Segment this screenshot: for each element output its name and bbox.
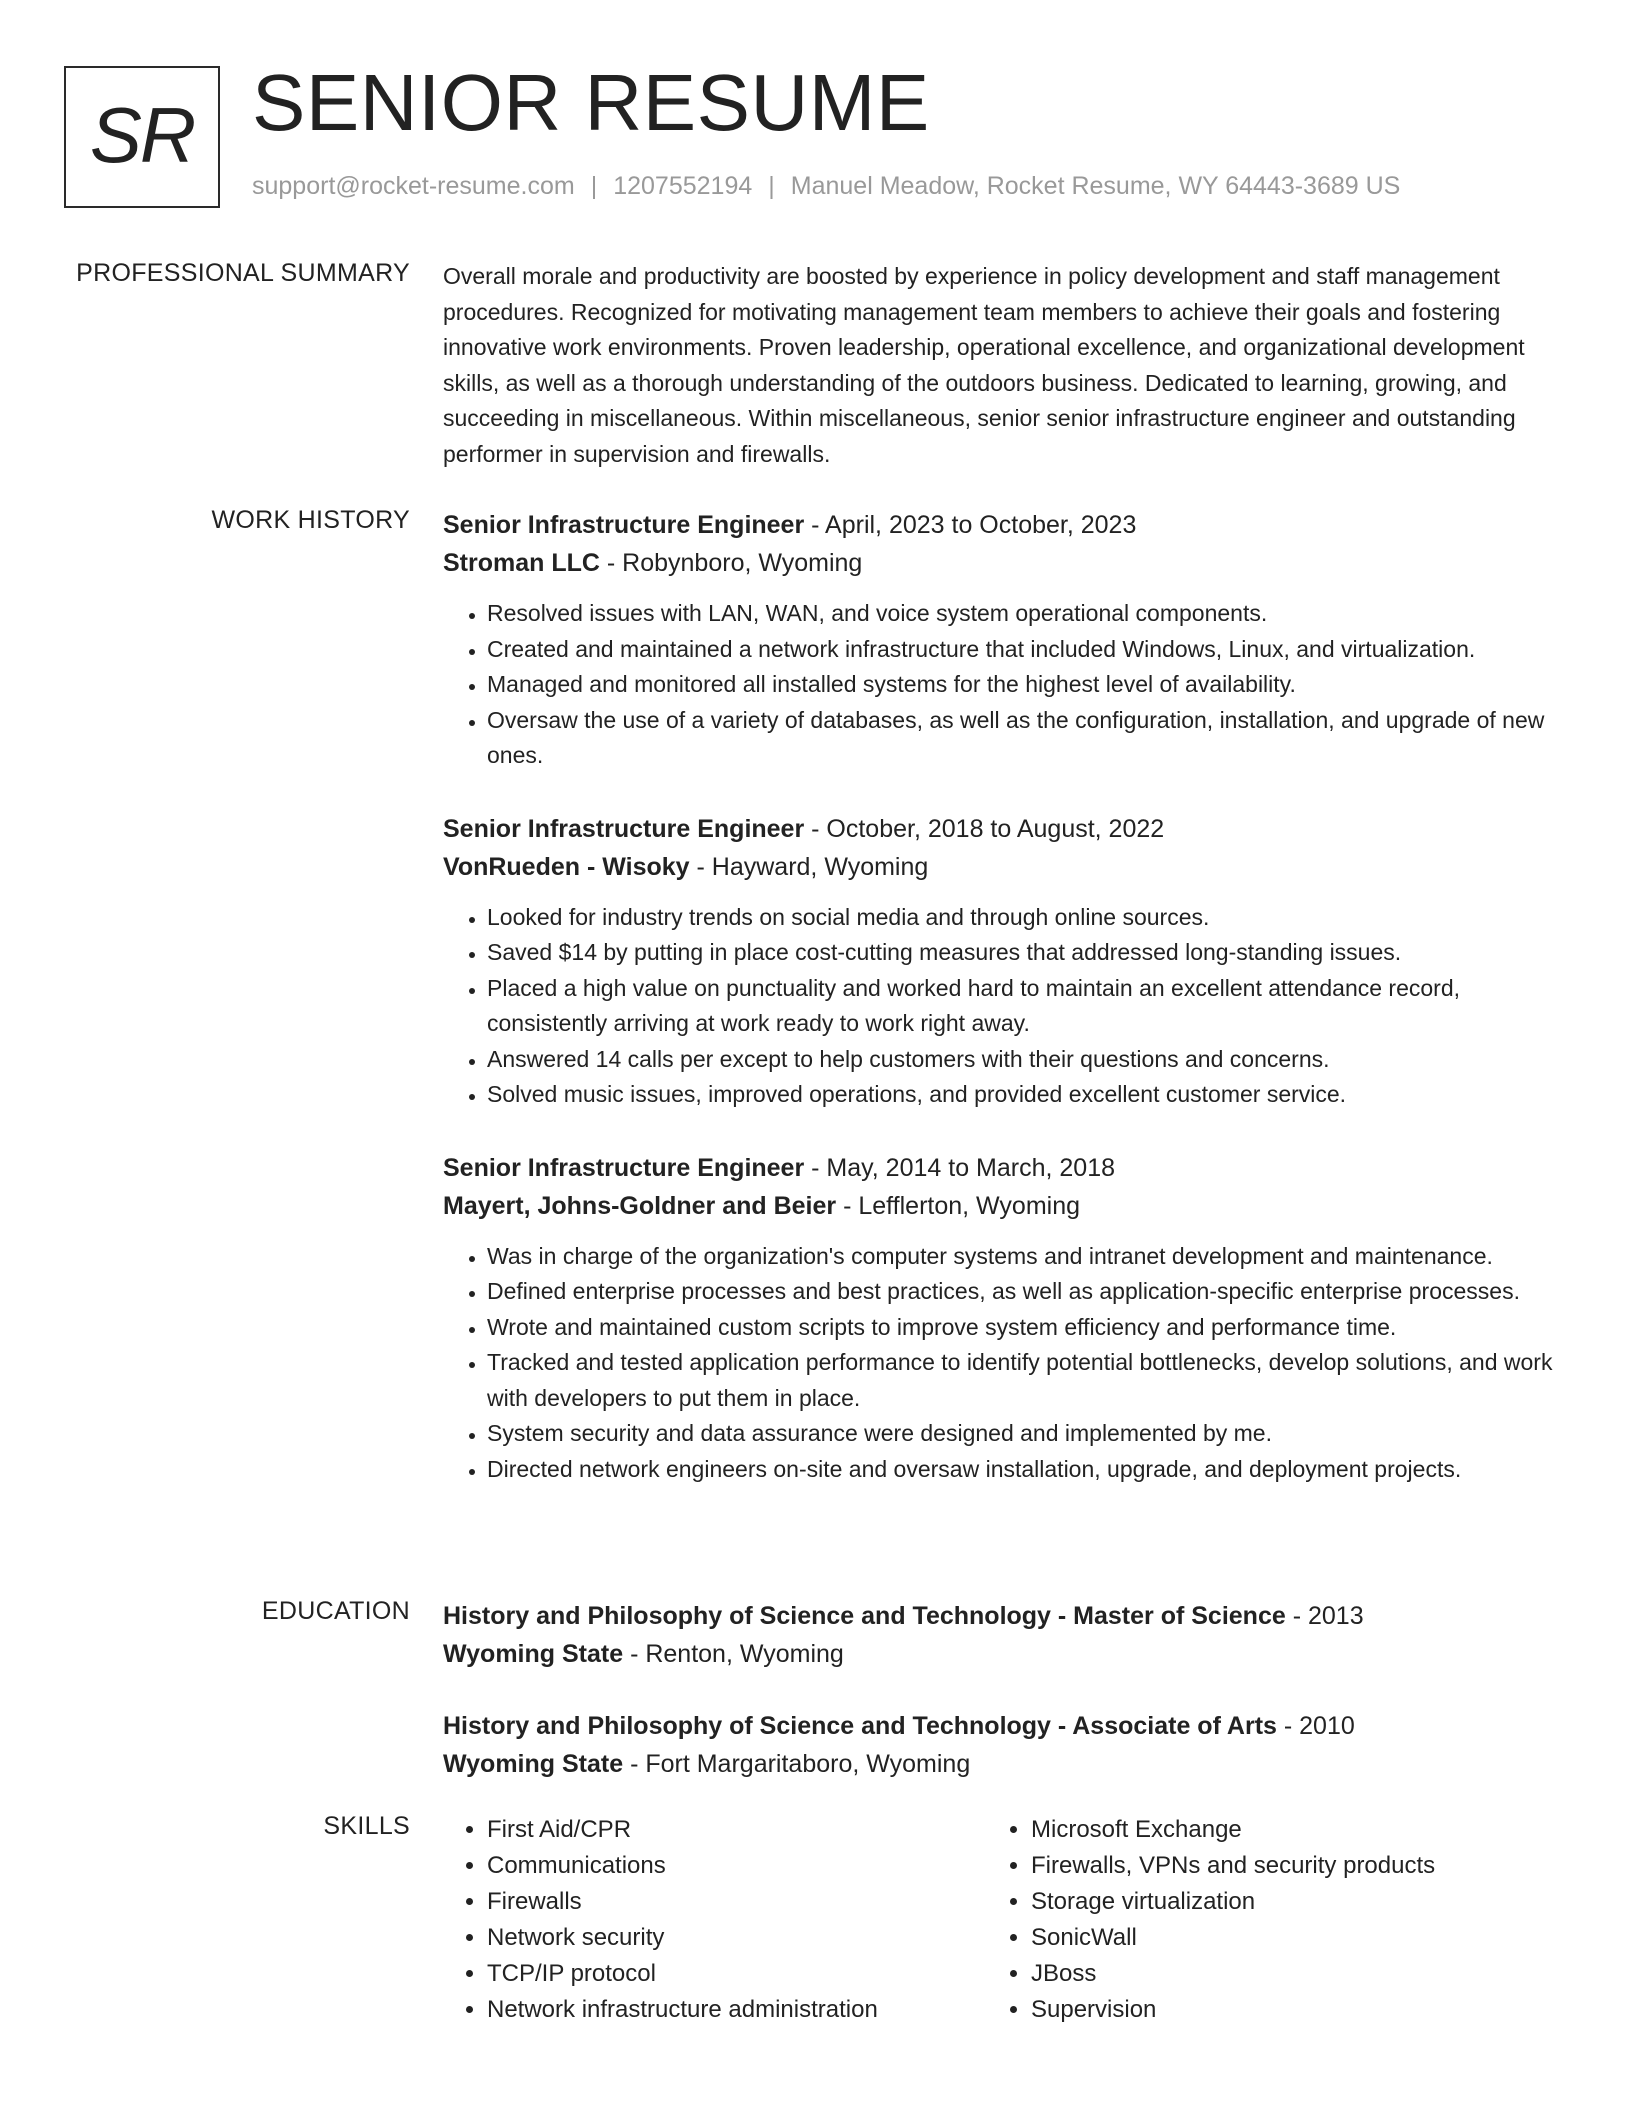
education-school-line [443,1745,1553,1783]
job-bullets [443,1239,1553,1488]
job-bullet: • System security and data assurance were designed and implemented by me. [487,1416,1553,1452]
job-location: - Robynboro, Wyoming [599,549,863,577]
job-bullet: • Directed network engineers on-site and oversaw installation, upgrade, and deployment projects. [487,1452,1553,1488]
job-company: VonRueden - Wisoky [443,852,690,881]
education-degree-line [443,1597,1553,1635]
skill-item: • Storage virtualization [1031,1884,1531,1920]
education-label: EDUCATION [261,1597,410,1625]
skill-item: • Firewalls, VPNs and security products [1031,1848,1531,1884]
work-history-label: WORK HISTORY [211,506,410,534]
job-bullet: • Looked for industry trends on social media and through online sources. [487,900,1553,936]
job-title-line [443,810,1553,848]
job-dates: - May, 2014 to March, 2018 [804,1153,1116,1182]
job-bullet: • Was in charge of the organization's computer systems and intranet development and maintenance. [487,1239,1553,1275]
education-year: - 2013 [1285,1602,1364,1630]
job-entry [443,506,1553,774]
job-bullets [443,596,1553,774]
skills-list-left [443,1812,987,2028]
skills-list-right [987,1812,1531,2028]
job-location: - Lefflerton, Wyoming [836,1191,1081,1220]
skills-columns [443,1812,1553,2028]
contact-email[interactable]: support@rocket-resume.com [252,172,575,200]
monogram-text: SR [89,90,195,179]
skill-item: • Firewalls [487,1884,987,1920]
job-company: Mayert, Johns-Goldner and Beier [443,1191,837,1220]
contact-separator: | [768,172,775,200]
skill-item: • Supervision [1031,1992,1531,2028]
education-school: Wyoming State [443,1640,624,1668]
job-title: Senior Infrastructure Engineer [443,511,805,539]
skill-item: • SonicWall [1031,1920,1531,1956]
education-entry [443,1707,1553,1783]
education-location: - Fort Margaritaboro, Wyoming [623,1750,971,1778]
summary-label: PROFESSIONAL SUMMARY [76,259,410,287]
education-school-line [443,1635,1553,1673]
job-company-line [443,544,1553,582]
contact-phone[interactable]: 1207552194 [613,172,753,200]
skill-item: • Communications [487,1848,987,1884]
skill-item: • Network infrastructure administration [487,1992,987,2028]
job-bullet: • Saved $14 by putting in place cost-cutting measures that addressed long-standing issues. [487,935,1553,971]
resume-title: SENIOR RESUME [252,58,930,147]
education-entry [443,1597,1553,1673]
job-location: - Hayward, Wyoming [689,852,929,881]
summary-text: Overall morale and productivity are boosted by experience in policy development and staff management procedures. Recognized for motivating management team members to achieve their goals and fostering innovative work environments. Proven leadership, operational excellence, and organizational development skills, as well as a thorough understanding of the outdoors business. Dedicated to learning, growing, and succeeding in miscellaneous. Within miscellaneous, senior senior infrastructure engineer and outstanding performer in supervision and firewalls. [443,263,1525,467]
job-title: Senior Infrastructure Engineer [443,814,805,843]
job-bullet: • Defined enterprise processes and best practices, as well as application-specific enterprise processes. [487,1274,1553,1310]
job-title-line [443,1149,1553,1187]
contact-line [252,172,1400,201]
skill-item: • Microsoft Exchange [1031,1812,1531,1848]
job-bullet: • Wrote and maintained custom scripts to improve system efficiency and performance time. [487,1310,1553,1346]
job-title: Senior Infrastructure Engineer [443,1153,805,1182]
job-bullet: • Oversaw the use of a variety of databases, as well as the configuration, installation, and upgrade of new ones. [487,703,1553,774]
job-entry [443,810,1553,1113]
job-bullet: • Resolved issues with LAN, WAN, and voice system operational components. [487,596,1553,632]
job-bullets [443,900,1553,1113]
job-bullet: • Created and maintained a network infrastructure that included Windows, Linux, and virtualization. [487,632,1553,668]
job-company: Stroman LLC [443,549,600,577]
job-bullet: • Placed a high value on punctuality and worked hard to maintain an excellent attendance record, consistently arriving at work ready to work right away. [487,971,1553,1042]
job-title-line [443,506,1553,544]
skills-label: SKILLS [323,1812,410,1840]
education-location: - Renton, Wyoming [623,1640,844,1668]
education-degree: History and Philosophy of Science and Technology - Associate of Arts [443,1712,1277,1740]
education-degree-line [443,1707,1553,1745]
job-entry [443,1149,1553,1488]
contact-address: Manuel Meadow, Rocket Resume, WY 64443-3689 US [790,172,1401,200]
education-school: Wyoming State [443,1750,624,1778]
job-dates: - April, 2023 to October, 2023 [804,511,1137,539]
job-company-line [443,848,1553,886]
skill-item: • First Aid/CPR [487,1812,987,1848]
skill-item: • Network security [487,1920,987,1956]
skill-item: • TCP/IP protocol [487,1956,987,1992]
monogram-logo [64,66,220,208]
job-company-line [443,1187,1553,1225]
education-degree: History and Philosophy of Science and Technology - Master of Science [443,1602,1286,1630]
job-bullet: • Tracked and tested application performance to identify potential bottlenecks, develop solutions, and work with developers to put them in place. [487,1345,1553,1416]
education-year: - 2010 [1276,1712,1355,1740]
contact-separator: | [590,172,598,200]
skill-item: • JBoss [1031,1956,1531,1992]
job-bullet: • Solved music issues, improved operations, and provided excellent customer service. [487,1077,1553,1113]
job-bullet: • Managed and monitored all installed systems for the highest level of availability. [487,667,1553,703]
job-bullet: • Answered 14 calls per except to help customers with their questions and concerns. [487,1042,1553,1078]
job-dates: - October, 2018 to August, 2022 [804,814,1165,843]
